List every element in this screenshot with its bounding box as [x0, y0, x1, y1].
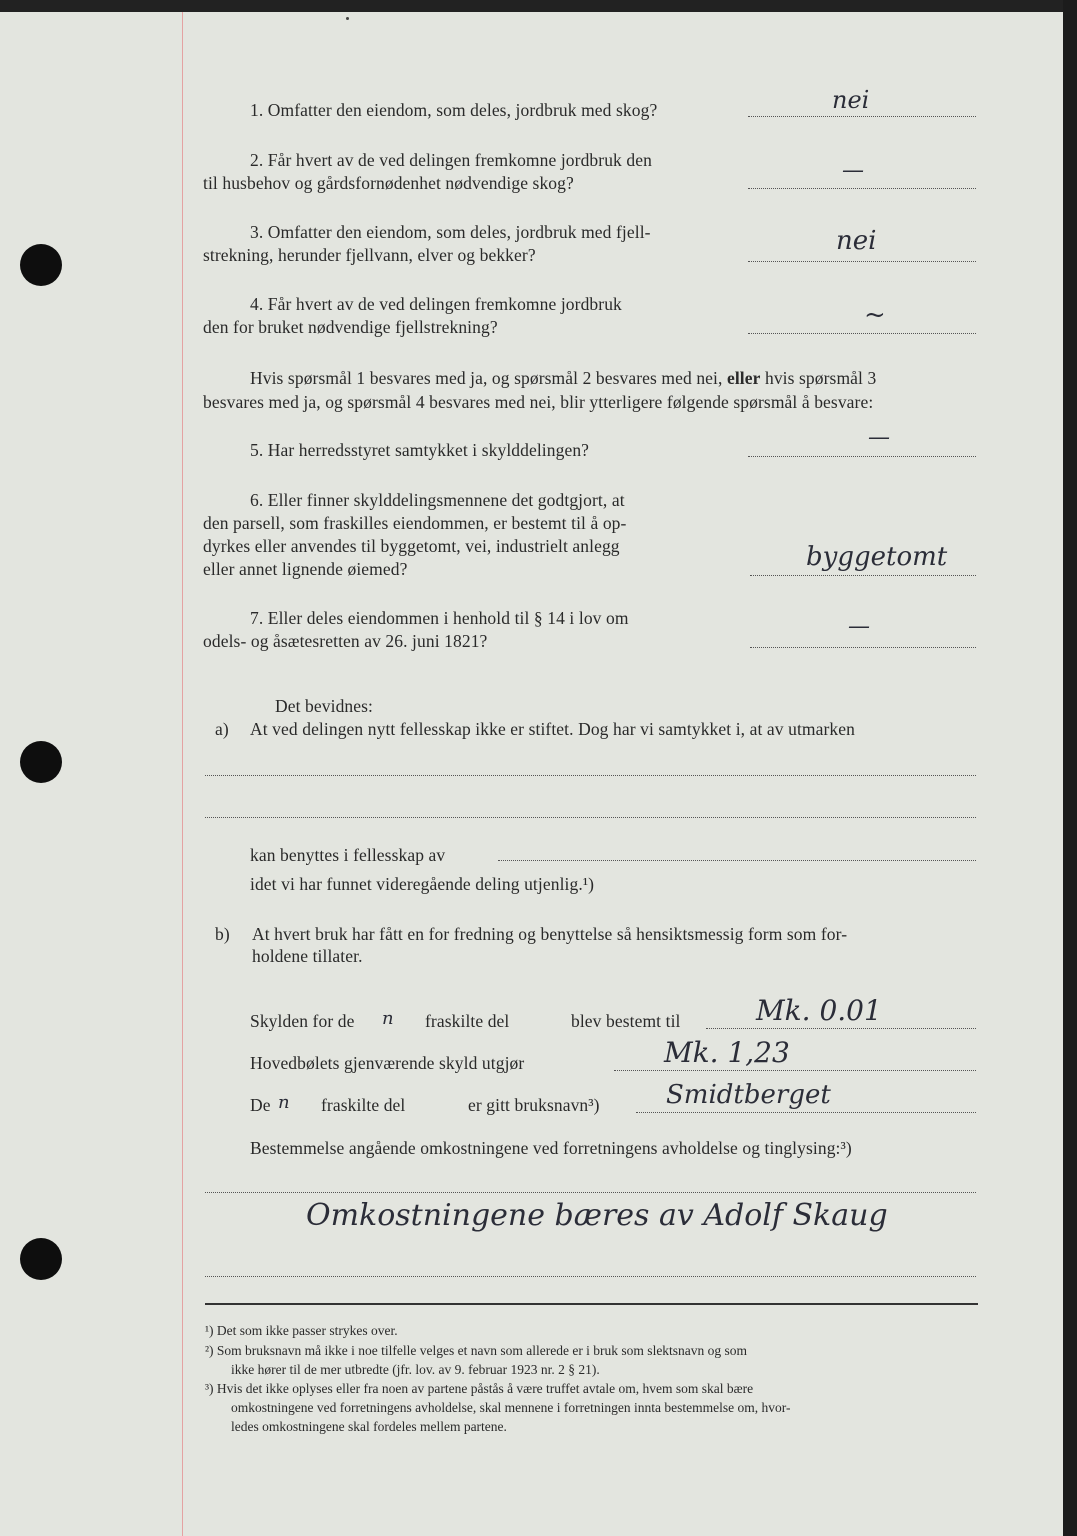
valuation-line-1-b: fraskilte del — [425, 1011, 510, 1031]
question-2-line-2: til husbehov og gårdsfornødenhet nødvendige skog? — [203, 173, 574, 193]
question-3-line-2: strekning, herunder fjellvann, elver og bekker? — [203, 245, 536, 265]
blank-line — [205, 817, 976, 818]
item-a-label: a) — [215, 719, 229, 739]
question-1: 1. Omfatter den eiendom, som deles, jordbruk med skog? — [250, 100, 658, 120]
question-4-line-1: 4. Får hvert av de ved delingen fremkomne jordbruk — [250, 294, 622, 314]
valuation-line-3-c: er gitt bruksnavn³) — [468, 1095, 600, 1115]
costs-line-2 — [205, 1276, 976, 1277]
valuation-value-1: Mk. 0.01 — [756, 994, 882, 1027]
answer-6: byggetomt — [806, 542, 948, 572]
answer-2: — — [842, 158, 864, 183]
footnote-1: ¹) Det som ikke passer strykes over. — [205, 1323, 398, 1338]
answer-line-6 — [750, 575, 976, 576]
footnote-rule — [205, 1303, 978, 1305]
blank-line — [498, 860, 976, 861]
question-6-line-1: 6. Eller finner skylddelingsmennene det godtgjort, at — [250, 490, 625, 510]
answer-line-7 — [750, 647, 976, 648]
item-a-reason: idet vi har funnet videregående deling utjenlig.¹) — [250, 874, 595, 894]
item-b-line-2: holdene tillater. — [252, 946, 363, 966]
value-line-1 — [706, 1028, 976, 1029]
answer-5: — — [868, 425, 890, 450]
scan-border-top — [0, 0, 1077, 12]
footnote-2-line-2: ikke hører til de mer utbredte (jfr. lov. av 9. februar 1923 nr. 2 § 21). — [231, 1362, 600, 1377]
answer-line-4 — [748, 333, 976, 334]
scan-border-right — [1063, 0, 1077, 1536]
declaration-heading: Det bevidnes: — [275, 696, 374, 716]
footnote-3-line-3: ledes omkostningene skal fordeles mellem partene. — [231, 1419, 507, 1434]
punch-hole-icon — [20, 244, 62, 286]
item-a-text: At ved delingen nytt fellesskap ikke er stiftet. Dog har vi samtykket i, at av utmarken — [250, 719, 855, 739]
punch-hole-icon — [20, 1238, 62, 1280]
question-6-line-2: den parsell, som fraskilles eiendommen, er bestemt til å op- — [203, 513, 627, 533]
question-3-line-1: 3. Omfatter den eiendom, som deles, jordbruk med fjell- — [250, 222, 651, 242]
value-line-3 — [636, 1112, 976, 1113]
question-7-line-2: odels- og åsætesretten av 26. juni 1821? — [203, 631, 488, 651]
valuation-line-3-b: fraskilte del — [321, 1095, 406, 1115]
answer-line-3 — [748, 261, 976, 262]
emphasis-eller: eller — [726, 368, 761, 388]
item-b-line-1: At hvert bruk har fått en for fredning og benyttelse så hensiktsmessig form som for- — [252, 924, 848, 944]
valuation-line-1-c: blev bestemt til — [571, 1011, 681, 1031]
question-7-line-1: 7. Eller deles eiendommen i henhold til § 14 i lov om — [250, 608, 629, 628]
question-5: 5. Har herredsstyret samtykket i skylddelingen? — [250, 440, 590, 460]
valuation-value-2: Mk. 1,23 — [664, 1036, 790, 1069]
answer-3: nei — [836, 226, 877, 256]
footnote-3-line-1: ³) Hvis det ikke oplyses eller fra noen av partene påstås å være truffet avtale om, hvem som skal bære — [205, 1381, 754, 1396]
question-2-line-1: 2. Får hvert av de ved delingen fremkomne jordbruk den — [250, 150, 652, 170]
blank-line — [205, 775, 976, 776]
margin-rule — [182, 12, 183, 1536]
question-4-line-2: den for bruket nødvendige fjellstrekning? — [203, 317, 498, 337]
footnote-3-line-2: omkostningene ved forretningens avholdelse, skal mennene i forretningen innta bestemmelse om, hvor- — [231, 1400, 791, 1415]
valuation-line-2: Hovedbølets gjenværende skyld utgjør — [250, 1053, 525, 1073]
answer-7: — — [848, 614, 870, 639]
costs-label: Bestemmelse angående omkostningene ved forretningens avholdelse og tinglysing:³) — [250, 1138, 852, 1158]
condition-line-1: Hvis spørsmål 1 besvares med ja, og spørsmål 2 besvares med nei, eller hvis spørsmål 3 — [250, 368, 877, 388]
question-6-line-4: eller annet lignende øiemed? — [203, 559, 408, 579]
valuation-line-3-hw: n — [278, 1092, 290, 1113]
answer-line-2 — [748, 188, 976, 189]
costs-line-1 — [205, 1192, 976, 1193]
punch-hole-icon — [20, 741, 62, 783]
value-line-2 — [614, 1070, 976, 1071]
valuation-line-1-a: Skylden for de — [250, 1011, 355, 1031]
item-b-label: b) — [215, 924, 230, 944]
answer-1: nei — [832, 86, 870, 114]
item-a-common-use: kan benyttes i fellesskap av — [250, 845, 446, 865]
valuation-line-3-a: De — [250, 1095, 271, 1115]
answer-line-5 — [748, 456, 976, 457]
valuation-value-3: Smidtberget — [666, 1080, 831, 1110]
condition-line-2: besvares med ja, og spørsmål 4 besvares med nei, blir ytterligere følgende spørsmål å besvare: — [203, 392, 874, 412]
costs-value: Omkostningene bæres av Adolf Skaug — [306, 1198, 888, 1233]
question-6-line-3: dyrkes eller anvendes til byggetomt, vei, industrielt anlegg — [203, 536, 620, 556]
answer-line-1 — [748, 116, 976, 117]
answer-4: ~ — [864, 300, 886, 330]
footnote-2-line-1: ²) Som bruksnavn må ikke i noe tilfelle velges et navn som allerede er i bruk som slektsnavn og som — [205, 1343, 748, 1358]
valuation-line-1-hw: n — [382, 1008, 394, 1029]
ink-speck — [346, 17, 349, 20]
